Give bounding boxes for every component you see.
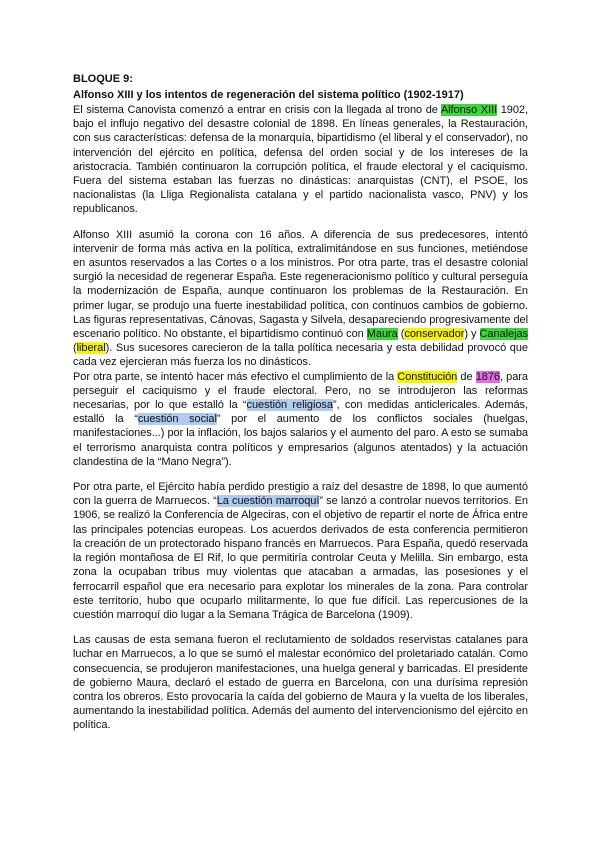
highlight-constitucion: Constitución xyxy=(397,370,458,383)
text-run: Por otra parte, se intentó hacer más efectivo el cumplimiento de la xyxy=(73,370,398,383)
highlight-cuestion-religiosa: cuestión religiosa xyxy=(246,399,333,412)
text-run: Alfonso XIII asumió la corona con 16 años. A diferencia de sus predecesores, intentó intervenir de forma más activa en la política, extralimitándose en sus funciones, metiéndose en asuntos reservados a las Cortes o a los ministros. Por otra parte, tras el desastre colonial surgió la necesidad de regenerar España. Este regeneracionismo político y cultural perseguía la modernización de España, aunque continuaron los problemas de la Restauración. En primer lugar, se produjo una fuerte inestabilidad política, con continuos cambios de gobierno. Las figuras representativas, Cánovas, Sagasta y Silvela, desapareciendo progresivamente del escenario político. No obstante, el bipartidismo continuó con xyxy=(73,228,528,341)
paragraph-1 xyxy=(73,103,528,217)
paragraph-2 xyxy=(73,228,528,370)
paragraph-4 xyxy=(73,480,528,622)
highlight-1876: 1876 xyxy=(475,370,500,383)
highlight-cuestion-social: cuestión social xyxy=(137,413,217,426)
highlight-liberal: liberal xyxy=(76,342,106,355)
highlight-cuestion-marroqui: La cuestión marroquí xyxy=(216,495,320,508)
text-run: ( xyxy=(73,342,77,355)
paragraph-5 xyxy=(73,633,528,732)
text-run: ” se lanzó a controlar nuevos territorios. En 1906, se realizó la Conferencia de Algeciras, con el objetivo de repartir el norte de África entre las principales potencias europeas. Los acuerdos derivados de esta conferencia permitieron la creación de un protectorado hispano francés en Marruecos. Para España, quedó reservada la región montañosa de El Rif, lo que permitiría controlar Ceuta y Melilla. Sin embargo, esta zona la ocupaban tribus muy violentas que atacaban a armadas, las posesiones y el ferrocarril español que era necesario para explotar los minerales de la zona. Para controlar este territorio, hubo que ocuparlo militarmente, lo que fue difícil. Las repercusiones de la cuestión marroquí dio lugar a la Semana Trágica de Barcelona (1909). xyxy=(73,495,528,621)
block-label: BLOQUE 9: xyxy=(73,73,133,85)
text-run: de xyxy=(457,370,476,383)
highlight-conservador: conservador xyxy=(404,328,465,341)
block-title: Alfonso XIII y los intentos de regeneración del sistema político (1902-1917) xyxy=(73,89,464,101)
highlight-canalejas: Canalejas xyxy=(479,328,529,341)
highlight-maura: Maura xyxy=(366,328,398,341)
text-run: ” por el aumento de los conflictos sociales (huelgas, manifestaciones...) por la inflación, los bajos salarios y el aumento del paro. A esto se sumaba el terrorismo anarquista contra políticos y empresarios (algunos atentados) y la actuación clandestina de la “Mano Negra”). xyxy=(73,413,528,468)
text-run: ) y xyxy=(464,328,480,341)
text-run: ). Sus sucesores carecieron de la talla política necesaria y esta debilidad provocó que cada vez ejercieran más fuerza los no dinásticos. xyxy=(73,342,528,369)
text-run: El sistema Canovista comenzó a entrar en crisis con la llegada al trono de xyxy=(73,104,441,116)
paragraph-3 xyxy=(73,370,528,469)
text-run: 1902, bajo el influjo negativo del desastre colonial de 1898. En líneas generales, la Restauración, con sus características: defensa de la monarquía, bipartidismo (el liberal y el conservador), no intervención del ejército en política, defensa del orden social y de los intereses de la aristocracia. También continuaron la corrupción política, el fraude electoral y el caciquismo. Fuera del sistema estaban las fuerzas no dinásticas: anarquistas (CNT), el PSOE, los nacionalistas (la Lliga Regionalista catalana y el partido nacionalista vasco, PNV) y los republicanos. xyxy=(73,104,528,216)
text-run: , para perseguir el caciquismo y el fraude electoral. Pero, no se introdujeron las reformas necesarias, por lo que estalló la “ xyxy=(73,370,528,412)
text-run: Por otra parte, el Ejército había perdido prestigio a raíz del desastre de 1898, lo que aumentó con la guerra de Marruecos. “ xyxy=(73,481,528,508)
highlight-alfonso-xiii: Alfonso XIII xyxy=(440,104,498,116)
text-run: Las causas de esta semana fueron el reclutamiento de soldados reservistas catalanes para luchar en Marruecos, a lo que se sumó el malestar económico del proletariado catalán. Como consecuencia, se produjeron manifestaciones, una huelga general y barricadas. El presidente de gobierno Maura, declaró el estado de guerra en Barcelona, con una durísima represión contra los obreros. Esto provocaría la caída del gobierno de Maura y la vuelta de los liberales, aumentando la inestabilidad política. Además del aumento del intervencionismo del ejército en política. xyxy=(73,634,528,732)
text-run: ( xyxy=(397,328,405,341)
text-run: ”, con medidas anticlericales. Además, estalló la “ xyxy=(73,399,528,426)
